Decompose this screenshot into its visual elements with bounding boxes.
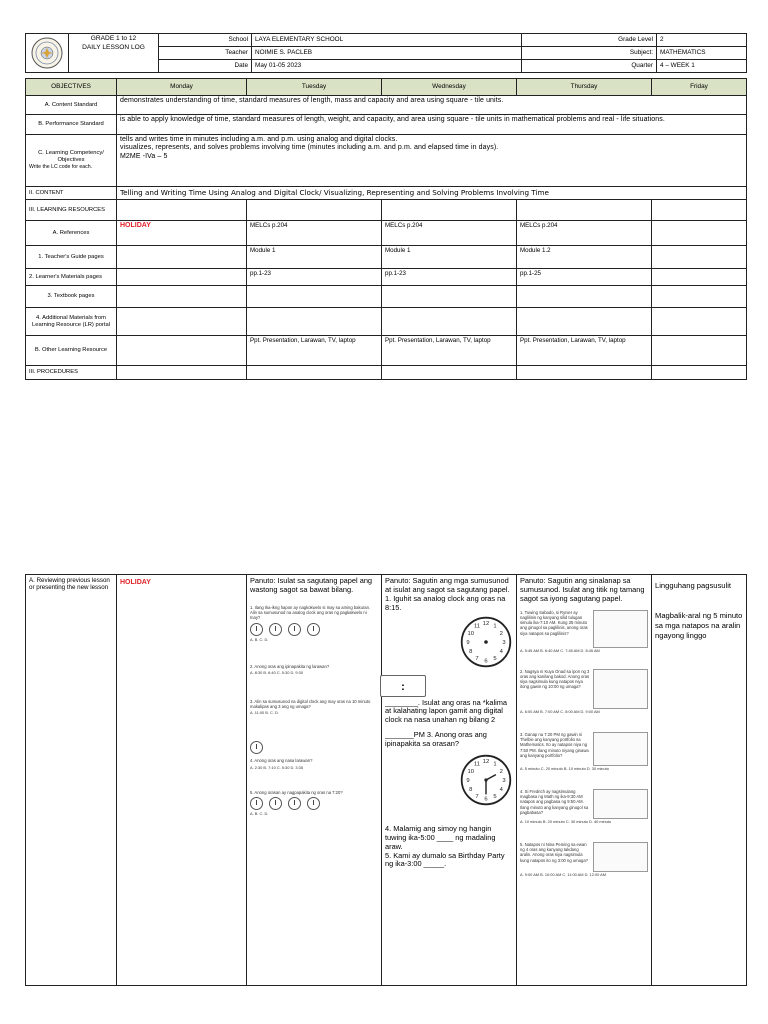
references-label: A. References [26,221,117,246]
empty-cell [652,269,747,286]
wednesday-instruction: Panuto: Sagutin ang mga sumusunod at isulat ang sagot sa sagutang papel. [385,576,510,594]
empty-cell [652,366,747,380]
tuesday-q5-clocks [250,797,378,810]
references-thursday: MELCs p.204 [517,221,652,246]
empty-cell [117,269,247,286]
svg-text:3: 3 [502,777,506,784]
document-title [69,34,159,73]
tuesday-q1-choices: A. B. C. D. [250,636,269,642]
svg-text:2: 2 [499,630,503,637]
empty-cell [652,221,747,246]
svg-text:11: 11 [473,623,481,630]
quarter-value: 4 – WEEK 1 [657,59,747,72]
thursday-question-2: 2. Nagsya ni Kuya Onad sa ipon ng 3 oras ang kanilang bakod. Anong oras siya nagsimula kung natapos niya itong gawin ng 10:00 ng umaga? [520,668,590,690]
tuesday-q3-choices: A. 11:00 B. C. D. [250,710,279,716]
subject-value: MATHEMATICS [657,46,747,59]
tuesday-q4-clock [250,741,378,754]
competency-label-cell [26,135,117,187]
spacer [250,642,378,660]
other-resources-wednesday: Ppt. Presentation, Larawan, TV, laptop [382,336,517,366]
procedures-table [25,574,746,986]
wednesday-question-3: _______PM 3. Anong oras ang ipinapakita sa orasan? [385,730,487,748]
thursday-question-3-wrap [520,732,648,758]
svg-text:8: 8 [469,786,473,793]
wednesday-question-4: 4. Malamig ang simoy ng hangin tuwing ika-5:00 ____ ng madaling araw. [385,823,496,851]
svg-text:3: 3 [502,639,506,646]
clock-icon [307,623,320,636]
procedures-label: III. PROCEDURES [26,366,117,380]
day-header-row [26,79,747,96]
analog-clock-wrap-2 [385,753,513,807]
thursday-activity [517,575,652,986]
digital-clock-wrap [385,675,513,697]
svg-text:4: 4 [499,648,503,655]
empty-cell [382,308,517,336]
empty-cell [652,246,747,269]
clock-icon [250,797,263,810]
svg-text:9: 9 [466,777,470,784]
clock-icon [250,623,263,636]
date-value: May 01-05 2023 [252,59,522,72]
teachers-guide-wednesday: Module 1 [382,246,517,269]
monday-holiday [117,221,247,246]
spacer [250,675,378,695]
holiday-text: HOLIDAY [120,579,151,586]
empty-cell [247,286,382,308]
empty-cell [117,200,247,221]
tuesday-q4-choices: A. 2:30 B. 7:10 C. 5:30 D. 3:35 [250,764,303,770]
svg-text:1: 1 [493,623,497,630]
monday-holiday-cell [117,575,247,986]
performance-standard-text: is able to apply knowledge of time, standard measures of length, weight, and capacity, and area using square - tile units in mathematical problems and real - life situations. [117,115,747,135]
learners-materials-tuesday: pp.1-23 [247,269,382,286]
tuesday-header: Tuesday [247,79,382,96]
wednesday-question-2: ________. Isulat ang oras na *kalima at kalahating lapon gamit ang digital clock na nasa unahan ng bilang 2 [385,697,508,725]
title-line-1: GRADE 1 to 12 [90,35,137,42]
tuesday-question-4: 4. Anong oras ang nasa larawan? [250,758,313,764]
thursday-question-1: 1. Tuwing Sabado, si Rynier ay naglilinis ng kanyang silid tulugan simula ika-7:10 AM. Kung 35 minuto ang ginugol sa paglilinis, anong oras siya natapos sa paglilinis? [520,609,588,636]
svg-text:10: 10 [467,630,474,637]
competency-text [117,135,747,187]
tuesday-q5-choices: A. B. C. D. [250,811,269,817]
grade-value: 2 [657,34,747,47]
tuesday-question-5: 5. Anong orasan ay nagpapakita ng oras na 7:20? [250,789,343,795]
friday-activity [652,575,747,986]
teacher-value: NOIMIE S. PACLEB [252,46,522,59]
clock-icon [269,623,282,636]
performance-standard-label: B. Performance Standard [26,115,117,135]
spacer [250,770,378,786]
empty-cell [117,246,247,269]
clock-icon [307,797,320,810]
monday-header: Monday [117,79,247,96]
empty-cell [382,366,517,380]
svg-text:2: 2 [499,768,503,775]
bedroom-illustration [593,610,648,648]
content-standard-text: demonstrates understanding of time, standard measures of length, mass and capacity and area using square - tile units. [117,96,747,115]
competency-note: Write the LC code for each. [29,164,93,171]
analog-clock-icon [459,615,513,669]
references-tuesday: MELCs p.204 [247,221,382,246]
thursday-header: Thursday [517,79,652,96]
thursday-q2-choices: A. 6:00 AM B. 7:00 AM C. 8:00 AM D. 9:00 AM [520,708,600,714]
svg-text:5: 5 [493,793,497,800]
school-value: LAYA ELEMENTARY SCHOOL [252,34,522,47]
subject-label: Subject: [522,46,657,59]
empty-cell [652,308,747,336]
thursday-question-5: 5. Natapos ni Nina Peming sa ewan ng 4 oras ang kanyang takdang aralin. Anong oras siya nagsimula kung natapos ito ng 3:00 ng umaga? [520,841,588,863]
lesson-log-table [25,78,746,380]
empty-cell [117,366,247,380]
thursday-question-3: 3. Ganap na 7:20 PM ng gawin ni Thelbie ang kanyang portfolio sa Mathematics. Ito ay natapos niya ng 7:50 PM. Ilang minuto niyang ginawa ang kanyang portfolio? [520,731,589,758]
tuesday-activity [247,575,382,986]
tuesday-question-1: 1. Ilang Ika-ikng hapon ay nagkokwelo si Inay sa aming bakuran. Alin sa sumusunod na analog clock ang oras ng pagkakwelo ni Inay? [250,604,371,621]
empty-cell [517,286,652,308]
tuesday-instruction: Panuto: Isulat sa sagutang papel ang wastong sagot sa bawat bilang. [250,576,373,594]
learners-materials-wednesday: pp.1-23 [382,269,517,286]
wednesday-question-5: 5. Kami ay dumalo sa Birthday Party ng ika-3:00 _____. [385,850,505,869]
teachers-guide-tuesday: Module 1 [247,246,382,269]
boy-reading-illustration [593,789,648,819]
content-standard-label: A. Content Standard [26,96,117,115]
other-resources-label: B. Other Learning Resource [26,336,117,366]
svg-text:1: 1 [493,761,497,768]
svg-text:6: 6 [484,796,488,803]
other-resources-tuesday: Ppt. Presentation, Larawan, TV, laptop [247,336,382,366]
wednesday-question-1: 1. Iguhit sa analog clock ang oras na 8:15. [385,593,506,612]
analog-clock-wrap-1 [385,615,513,669]
svg-text:9: 9 [466,639,470,646]
competency-label: C. Learning Competency/ Objectives [38,149,104,163]
svg-text:10: 10 [467,768,474,775]
empty-cell [247,200,382,221]
learners-materials-label: 2. Learner's Materials pages [26,269,117,286]
deped-seal-cell [26,34,69,73]
empty-cell [117,286,247,308]
objectives-header: OBJECTIVES [26,79,117,96]
empty-cell [382,286,517,308]
textbook-pages-label: 3. Textbook pages [26,286,117,308]
learners-materials-thursday: pp.1-25 [517,269,652,286]
empty-cell [117,308,247,336]
lesson-log-header [25,33,746,73]
analog-clock-icon [459,753,513,807]
girl-writing-illustration [593,732,648,766]
friday-weekly-test: Lingguhang pagsusulit [655,581,732,590]
competency-line-1: tells and writes time in minutes including a.m. and p.m. using analog and digital clocks. [120,136,398,143]
other-resources-thursday: Ppt. Presentation, Larawan, TV, laptop [517,336,652,366]
content-label: II. CONTENT [26,187,117,200]
teacher-label: Teacher [159,46,252,59]
svg-text:6: 6 [484,658,488,665]
thursday-instruction: Panuto: Sagutin ang sinalanap sa sumusunod. Isulat ang titik ng tamang sagot sa iyong sagutang papel. [520,576,645,603]
deped-seal-icon [31,37,63,69]
empty-cell [652,336,747,366]
empty-cell [247,366,382,380]
svg-text:12: 12 [482,758,490,765]
school-label: School [159,34,252,47]
tuesday-question-2: 2. Anong oras ang ipinapakita ng larawan? [250,663,330,669]
thursday-q4-choices: A. 10 minuto B. 20 minuto C. 30 minuto D. 40 minuto [520,818,612,824]
thursday-question-4: 4. Si Fredrich ay nagsimulang magbasa ng Math ng ika-9:30 AM natapos ang pagbasa ng 9:50 AM. Ilang minuto ang kanyang ginugol sa pagbabasa? [520,788,589,815]
thursday-q1-choices: A. 5:45 AM B. 6:40 AM C. 7:45 AM D. 8:45 AM [520,647,600,653]
teachers-guide-thursday: Module 1.2 [517,246,652,269]
quarter-label: Quarter [522,59,657,72]
svg-text:7: 7 [475,655,479,662]
tuesday-q1-clocks [250,623,378,636]
svg-text:11: 11 [473,761,481,768]
thursday-question-2-wrap [520,669,648,690]
thursday-question-5-wrap [520,842,648,863]
teachers-guide-label: 1. Teacher's Guide pages [26,246,117,269]
friday-header: Friday [652,79,747,96]
empty-cell [517,308,652,336]
friday-review: Magbalik-aral ng 5 minuto sa mga natapos na aralin ngayong linggo [655,610,743,640]
holiday-text: HOLIDAY [120,222,151,229]
date-label: Date [159,59,252,72]
spacer [250,715,378,739]
additional-materials-label: 4. Additional Materials from Learning Resource (LR) portal [26,308,117,336]
clock-icon [288,623,301,636]
clock-icon [288,797,301,810]
clock-icon [250,741,263,754]
thursday-question-1-wrap [520,610,648,636]
tuesday-question-3: 3. Alin sa sumusunod na digital clock ang may oras na 10 minuto makalipas ang 3 ang ng umaga? [250,698,371,710]
girl-studying-illustration [593,842,648,872]
content-text: Telling and Writing Time Using Analog and Digital Clock/ Visualizing, Representing and Solving Problems Involving Time [117,187,747,200]
grade-label: Grade Level [522,34,657,47]
digital-clock-display: : [380,675,426,697]
empty-cell [517,200,652,221]
empty-cell [652,286,747,308]
empty-cell [382,200,517,221]
empty-cell [117,336,247,366]
wednesday-activity [382,575,517,986]
boy-fence-illustration [593,669,648,709]
svg-text:12: 12 [482,620,490,627]
tuesday-q2-choices: A. 8:30 B. 6:40 C. 5:30 D. 9:30 [250,669,303,675]
svg-text:8: 8 [469,648,473,655]
empty-cell [517,366,652,380]
thursday-q3-choices: A. 5 minuto C. 20 minuto B. 10 minuto D. 30 minuto [520,765,609,771]
competency-line-2: visualizes, represents, and solves problems involving time (minutes including a.m. and p.m. and elapsed time in days). [120,144,499,152]
svg-text:7: 7 [475,793,479,800]
svg-text:4: 4 [499,786,503,793]
thursday-question-4-wrap [520,789,648,815]
title-line-2: DAILY LESSON LOG [82,43,145,51]
resources-label: III. LEARNING RESOURCES [26,200,117,221]
empty-cell [247,308,382,336]
thursday-q5-choices: A. 9:00 AM B. 10:00 AM C. 11:00 AM D. 12:00 AM [520,871,606,877]
clock-icon [269,797,282,810]
references-wednesday: MELCs p.204 [382,221,517,246]
review-lesson-label: A. Reviewing previous lesson or presenting the new lesson [26,575,117,986]
competency-code: M2ME -IVa – 5 [120,152,168,160]
empty-cell [652,200,747,221]
wednesday-header: Wednesday [382,79,517,96]
svg-text:5: 5 [493,655,497,662]
